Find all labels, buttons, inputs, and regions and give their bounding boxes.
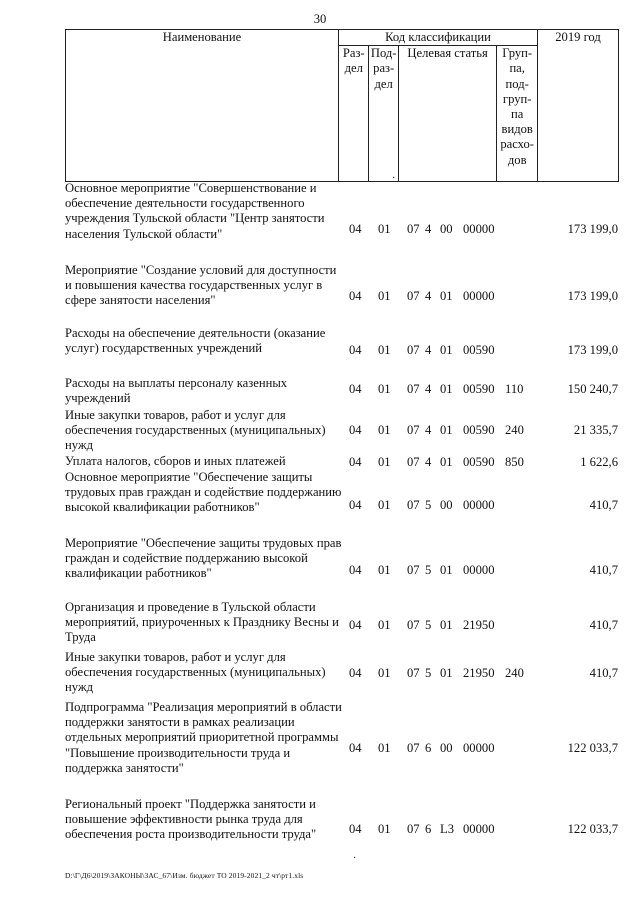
header-razdel: Раз- дел bbox=[339, 46, 369, 182]
row-pp: 4 bbox=[425, 289, 432, 303]
row-pp: 6 bbox=[425, 741, 432, 755]
header-name: Наименование bbox=[66, 30, 339, 182]
header-podrazdel: Под- раз- дел bbox=[369, 46, 398, 182]
row-amount: 173 199,0 bbox=[567, 289, 618, 303]
row-osn: 01 bbox=[440, 289, 453, 303]
speck: · bbox=[392, 173, 396, 184]
row-osn: 01 bbox=[440, 618, 453, 632]
row-name: Иные закупки товаров, работ и услуг для обеспечения государственных (муниципальных) нужд bbox=[65, 650, 326, 695]
row-razdel: 04 bbox=[349, 563, 362, 577]
row-osn: 00 bbox=[440, 222, 453, 236]
row-podrazdel: 01 bbox=[378, 455, 391, 469]
row-pp: 4 bbox=[425, 343, 432, 357]
header-year: 2019 год bbox=[538, 30, 619, 182]
row-pp: 4 bbox=[425, 382, 432, 396]
row-osn: 01 bbox=[440, 343, 453, 357]
row-razdel: 04 bbox=[349, 455, 362, 469]
row-napr: 00590 bbox=[463, 343, 495, 357]
row-osn: 01 bbox=[440, 666, 453, 680]
row-osn: 01 bbox=[440, 382, 453, 396]
row-podrazdel: 01 bbox=[378, 498, 391, 512]
row-napr: 00000 bbox=[463, 563, 495, 577]
row-podrazdel: 01 bbox=[378, 423, 391, 437]
row-osn: 00 bbox=[440, 741, 453, 755]
row-name: Расходы на выплаты персоналу казенных учреждений bbox=[65, 376, 288, 406]
row-prog: 07 bbox=[407, 343, 420, 357]
row-podrazdel: 01 bbox=[378, 822, 391, 836]
row-name: Мероприятие "Создание условий для доступности и повышения качества государственных услуг в сфере занятости населения" bbox=[65, 263, 337, 308]
row-napr: 00000 bbox=[463, 498, 495, 512]
row-amount: 1 622,6 bbox=[580, 455, 618, 469]
row-name: Основное мероприятие "Обеспечение защиты трудовых прав граждан и содействие поддержанию высокой квалификации работников" bbox=[65, 470, 342, 515]
row-vid: 240 bbox=[505, 666, 524, 680]
row-amount: 21 335,7 bbox=[573, 423, 618, 437]
row-pp: 4 bbox=[425, 423, 432, 437]
row-podrazdel: 01 bbox=[378, 563, 391, 577]
row-name: Основное мероприятие "Совершенствование и обеспечение деятельности государственного учреждения Тульской области "Центр занятости населения Тульской области" bbox=[65, 181, 325, 241]
row-podrazdel: 01 bbox=[378, 222, 391, 236]
row-podrazdel: 01 bbox=[378, 382, 391, 396]
row-prog: 07 bbox=[407, 498, 420, 512]
row-razdel: 04 bbox=[349, 498, 362, 512]
row-napr: 00590 bbox=[463, 382, 495, 396]
row-razdel: 04 bbox=[349, 666, 362, 680]
row-razdel: 04 bbox=[349, 382, 362, 396]
row-napr: 00590 bbox=[463, 455, 495, 469]
row-amount: 122 033,7 bbox=[567, 741, 618, 755]
header-group: Груп- па, под- груп- па видов расхо- дов bbox=[497, 46, 538, 182]
row-prog: 07 bbox=[407, 289, 420, 303]
header-code: Код классификации bbox=[339, 30, 538, 46]
file-path-footer: D:\Г\Д6\2019\ЗАКОНЫ\ЗАС_67\Изм. бюджет ТО 2019-2021_2 чт\рт1.xls bbox=[65, 871, 304, 880]
row-pp: 4 bbox=[425, 455, 432, 469]
row-prog: 07 bbox=[407, 741, 420, 755]
row-name: Подпрограмма "Реализация мероприятий в области поддержки занятости в рамках реализации отдельных мероприятий приоритетной программы "Повышение производительности труда и поддержка занятости" bbox=[65, 700, 342, 775]
row-razdel: 04 bbox=[349, 822, 362, 836]
row-napr: 00000 bbox=[463, 222, 495, 236]
row-prog: 07 bbox=[407, 382, 420, 396]
row-napr: 00000 bbox=[463, 741, 495, 755]
row-prog: 07 bbox=[407, 822, 420, 836]
row-pp: 5 bbox=[425, 666, 432, 680]
row-name: Расходы на обеспечение деятельности (оказание услуг) государственных учреждений bbox=[65, 326, 326, 356]
row-name: Организация и проведение в Тульской области мероприятий, приуроченных к Празднику Весны и Труда bbox=[65, 600, 339, 645]
row-name: Мероприятие "Обеспечение защиты трудовых прав граждан и содействие поддержанию высокой квалификации работников" bbox=[65, 536, 342, 581]
row-podrazdel: 01 bbox=[378, 618, 391, 632]
row-podrazdel: 01 bbox=[378, 289, 391, 303]
row-name: Уплата налогов, сборов и иных платежей bbox=[65, 454, 286, 468]
row-razdel: 04 bbox=[349, 423, 362, 437]
row-osn: 00 bbox=[440, 498, 453, 512]
row-pp: 5 bbox=[425, 498, 432, 512]
row-napr: 00590 bbox=[463, 423, 495, 437]
row-osn: 01 bbox=[440, 455, 453, 469]
row-podrazdel: 01 bbox=[378, 666, 391, 680]
row-vid: 850 bbox=[505, 455, 524, 469]
row-amount: 410,7 bbox=[589, 666, 618, 680]
row-napr: 00000 bbox=[463, 289, 495, 303]
row-prog: 07 bbox=[407, 618, 420, 632]
row-pp: 4 bbox=[425, 222, 432, 236]
row-pp: 6 bbox=[425, 822, 432, 836]
row-pp: 5 bbox=[425, 618, 432, 632]
row-prog: 07 bbox=[407, 455, 420, 469]
row-name: Иные закупки товаров, работ и услуг для обеспечения государственных (муниципальных) нужд bbox=[65, 408, 326, 453]
row-razdel: 04 bbox=[349, 222, 362, 236]
row-podrazdel: 01 bbox=[378, 741, 391, 755]
row-razdel: 04 bbox=[349, 289, 362, 303]
row-amount: 173 199,0 bbox=[567, 222, 618, 236]
row-name: Региональный проект "Поддержка занятости и повышение эффективности рынка труда для обеспечения роста производительности труда" bbox=[65, 797, 317, 842]
row-osn: 01 bbox=[440, 563, 453, 577]
row-osn: L3 bbox=[440, 822, 454, 836]
header-target: Целевая статья bbox=[398, 46, 496, 182]
row-amount: 410,7 bbox=[589, 563, 618, 577]
row-prog: 07 bbox=[407, 423, 420, 437]
row-amount: 410,7 bbox=[589, 618, 618, 632]
row-napr: 21950 bbox=[463, 666, 495, 680]
row-razdel: 04 bbox=[349, 343, 362, 357]
row-prog: 07 bbox=[407, 222, 420, 236]
row-podrazdel: 01 bbox=[378, 343, 391, 357]
row-pp: 5 bbox=[425, 563, 432, 577]
row-osn: 01 bbox=[440, 423, 453, 437]
row-amount: 173 199,0 bbox=[567, 343, 618, 357]
row-napr: 21950 bbox=[463, 618, 495, 632]
row-amount: 150 240,7 bbox=[567, 382, 618, 396]
row-prog: 07 bbox=[407, 666, 420, 680]
row-napr: 00000 bbox=[463, 822, 495, 836]
row-amount: 122 033,7 bbox=[567, 822, 618, 836]
row-amount: 410,7 bbox=[589, 498, 618, 512]
row-prog: 07 bbox=[407, 563, 420, 577]
speck: · bbox=[353, 853, 357, 864]
page-number: 30 bbox=[313, 12, 327, 26]
row-vid: 110 bbox=[505, 382, 524, 396]
header-table bbox=[65, 29, 619, 182]
row-razdel: 04 bbox=[349, 618, 362, 632]
row-razdel: 04 bbox=[349, 741, 362, 755]
row-vid: 240 bbox=[505, 423, 524, 437]
